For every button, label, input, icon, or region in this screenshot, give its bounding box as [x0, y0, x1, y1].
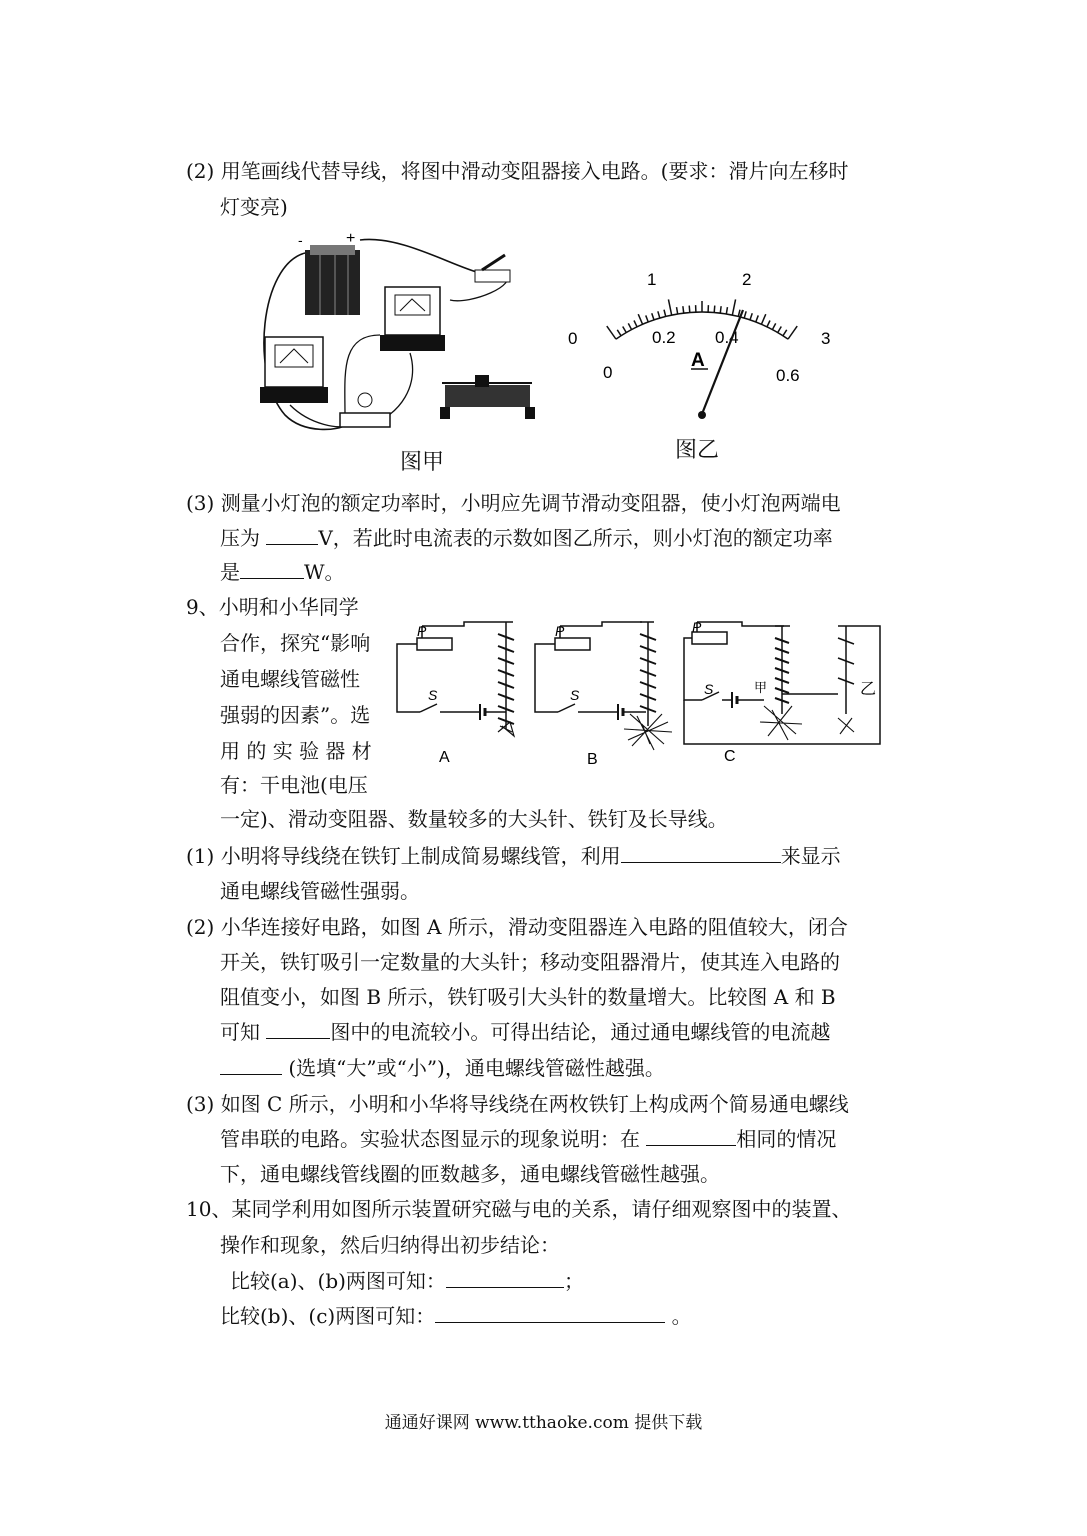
battery	[305, 245, 360, 315]
outer-label-3: 3	[821, 329, 831, 348]
q9-part1-line1	[186, 839, 841, 873]
label-s-a: S	[428, 687, 438, 703]
figure-jia-circuit	[250, 225, 540, 445]
dial-tick	[634, 320, 637, 326]
dial-tick	[652, 313, 654, 320]
q9-intro-line2: 合作，探究“影响	[220, 631, 371, 655]
dial-arc	[616, 312, 788, 339]
q9-part2-text-b: 图中的电流较小。可得出结论，通过通电螺线管的电流越	[330, 1020, 831, 1044]
q9-part3-line2	[220, 1122, 836, 1156]
dial-tick	[714, 306, 715, 313]
dial-tick	[720, 306, 721, 313]
label-p-b: P	[555, 623, 565, 639]
q8-part3-text-d: W。	[304, 560, 345, 584]
q9-part3-text-b: 相同的情况	[736, 1127, 837, 1151]
meter-needle	[702, 310, 743, 414]
q9-intro-line4: 强弱的因素”。选	[220, 703, 371, 727]
switch	[475, 255, 510, 282]
meter-right	[380, 287, 445, 351]
q9-part2-text-a: 可知	[220, 1020, 267, 1044]
q9-part2-text-c: (选填“大”或“小”)，通电螺线管磁性越强。	[282, 1056, 665, 1080]
meter-left	[260, 337, 328, 403]
q9-part1-line2: 通电螺线管磁性强弱。	[220, 879, 420, 903]
outer-label-1: 1	[647, 270, 657, 289]
dial-tick	[772, 323, 775, 329]
dial-tick	[778, 326, 782, 332]
dial-tick	[607, 326, 616, 339]
figure-yi-caption: 图乙	[675, 438, 720, 463]
inner-label-0-4: 0.4	[715, 328, 739, 347]
voltage-blank[interactable]	[266, 522, 318, 545]
q10-compare-ab-text: 比较(a)、(b)两图可知：	[230, 1269, 446, 1293]
q8-part3-text-b: V，若此时电流表的示数如图乙所示，则小灯泡的额定功率	[318, 526, 833, 550]
same-condition-blank[interactable]	[646, 1123, 736, 1146]
dial-tick	[658, 311, 660, 318]
dial-tick	[689, 306, 690, 313]
q9-intro-line6: 有：干电池(电压	[220, 773, 368, 797]
dial-tick	[732, 299, 735, 315]
q8-part3-line1: (3) 测量小灯泡的额定功率时，小明应先调节滑动变阻器，使小灯泡两端电	[186, 491, 841, 515]
meter-unit-label: A	[691, 350, 705, 371]
needle-pivot	[698, 411, 706, 419]
dial-tick	[646, 315, 649, 322]
label-s-c: S	[704, 681, 714, 697]
dial-tick	[744, 311, 746, 318]
dial-tick	[783, 330, 787, 336]
q9-part1-text-b: 来显示	[780, 844, 841, 868]
page-footer: 通通好课网 www.tthaoke.com 提供下载	[384, 1413, 703, 1433]
battery-plus-label: +	[346, 230, 356, 247]
label-s-b: S	[570, 687, 580, 703]
dial-tick	[726, 307, 727, 314]
q8-part3-line3	[220, 555, 345, 589]
q10-line2: 操作和现象，然后归纳得出初步结论：	[220, 1233, 560, 1257]
label-fig-b: B	[587, 751, 598, 768]
label-jia: 甲	[754, 680, 768, 695]
q10-line3	[230, 1264, 584, 1298]
figure-yi-ammeter	[560, 262, 840, 432]
indicator-blank[interactable]	[621, 840, 781, 863]
outer-label-2: 2	[742, 270, 752, 289]
q8-part3-text-a: 压为	[220, 526, 267, 550]
dial-tick	[677, 307, 678, 314]
q9-intro-line5: 用 的 实 验 器 材	[220, 739, 372, 763]
q9-intro-line1: 9、小明和小华同学	[186, 595, 359, 619]
q9-part2-line5	[220, 1051, 665, 1085]
q8-part3-text-c: 是	[220, 560, 240, 584]
q10-line1: 10、某同学利用如图所示装置研究磁与电的关系，请仔细观察图中的装置、	[186, 1197, 852, 1221]
q9-part2-line3: 阻值变小，如图 B 所示，铁钉吸引大头针的数量增大。比较图 A 和 B	[220, 985, 836, 1009]
dial-tick	[761, 314, 765, 324]
inner-label-0-6: 0.6	[776, 366, 800, 385]
dial-tick	[617, 330, 621, 336]
outer-label-0: 0	[568, 329, 578, 348]
q10-semicolon: ；	[563, 1269, 584, 1293]
q9-intro-line3: 通电螺线管磁性	[220, 667, 360, 691]
label-yi: 乙	[860, 681, 877, 698]
q9-part3-line1: (3) 如图 C 所示，小明和小华将导线绕在两枚铁钉上构成两个简易通电螺线	[186, 1092, 849, 1116]
figure-jia-caption: 图甲	[400, 450, 445, 475]
q9-part2-line1: (2) 小华连接好电路，如图 A 所示，滑动变阻器连入电路的阻值较大，闭合	[186, 915, 848, 939]
light-bulb	[340, 393, 390, 427]
label-p-c: P	[692, 619, 702, 635]
inner-label-0: 0	[603, 363, 613, 382]
battery-minus-label: -	[298, 232, 303, 248]
q8-part3-line2	[220, 521, 833, 555]
q10-line4	[220, 1299, 692, 1333]
circuit-b	[535, 622, 672, 750]
compare-ab-blank[interactable]	[446, 1265, 564, 1288]
label-fig-a: A	[439, 749, 450, 766]
dial-tick	[623, 326, 627, 332]
label-fig-c: C	[724, 748, 736, 765]
inner-label-0-2: 0.2	[652, 328, 676, 347]
dial-tick	[767, 320, 770, 326]
q9-part3-text-a: 管串联的电路。实验状态图显示的现象说明：在	[220, 1127, 647, 1151]
dial-ticks	[607, 299, 797, 339]
q10-period: 。	[665, 1304, 692, 1328]
q9-part1-text-a: (1) 小明将导线绕在铁钉上制成简易螺线管，利用	[186, 844, 621, 868]
dial-tick	[664, 310, 666, 317]
smaller-current-blank[interactable]	[266, 1016, 330, 1039]
figure-solenoid-circuits	[392, 614, 892, 772]
circuit-a	[397, 622, 514, 736]
label-p-a: P	[417, 623, 427, 639]
q9-part2-line4	[220, 1015, 830, 1049]
current-size-blank[interactable]	[220, 1052, 282, 1075]
compare-bc-blank[interactable]	[435, 1300, 665, 1323]
q8-part2-line2: 灯变亮)	[220, 195, 288, 219]
q9-part2-line2: 开关，铁钉吸引一定数量的大头针；移动变阻器滑片，使其连入电路的	[220, 950, 840, 974]
dial-tick	[638, 314, 642, 324]
dial-tick	[756, 315, 759, 322]
q9-intro-line7: 一定)、滑动变阻器、数量较多的大头针、铁钉及长导线。	[220, 807, 728, 831]
dial-tick	[628, 323, 631, 329]
dial-tick	[668, 299, 671, 315]
dial-tick	[750, 313, 752, 320]
dial-tick	[788, 326, 797, 339]
circuit-c	[684, 622, 880, 744]
sliding-rheostat	[440, 375, 535, 419]
dial-tick	[683, 306, 684, 313]
q8-part2-line1: (2) 用笔画线代替导线，将图中滑动变阻器接入电路。(要求：滑片向左移时	[186, 159, 849, 183]
power-blank[interactable]	[240, 556, 304, 579]
q10-compare-bc-text: 比较(b)、(c)两图可知：	[220, 1304, 436, 1328]
q9-part3-line3: 下，通电螺线管线圈的匝数越多，通电螺线管磁性越强。	[220, 1162, 720, 1186]
